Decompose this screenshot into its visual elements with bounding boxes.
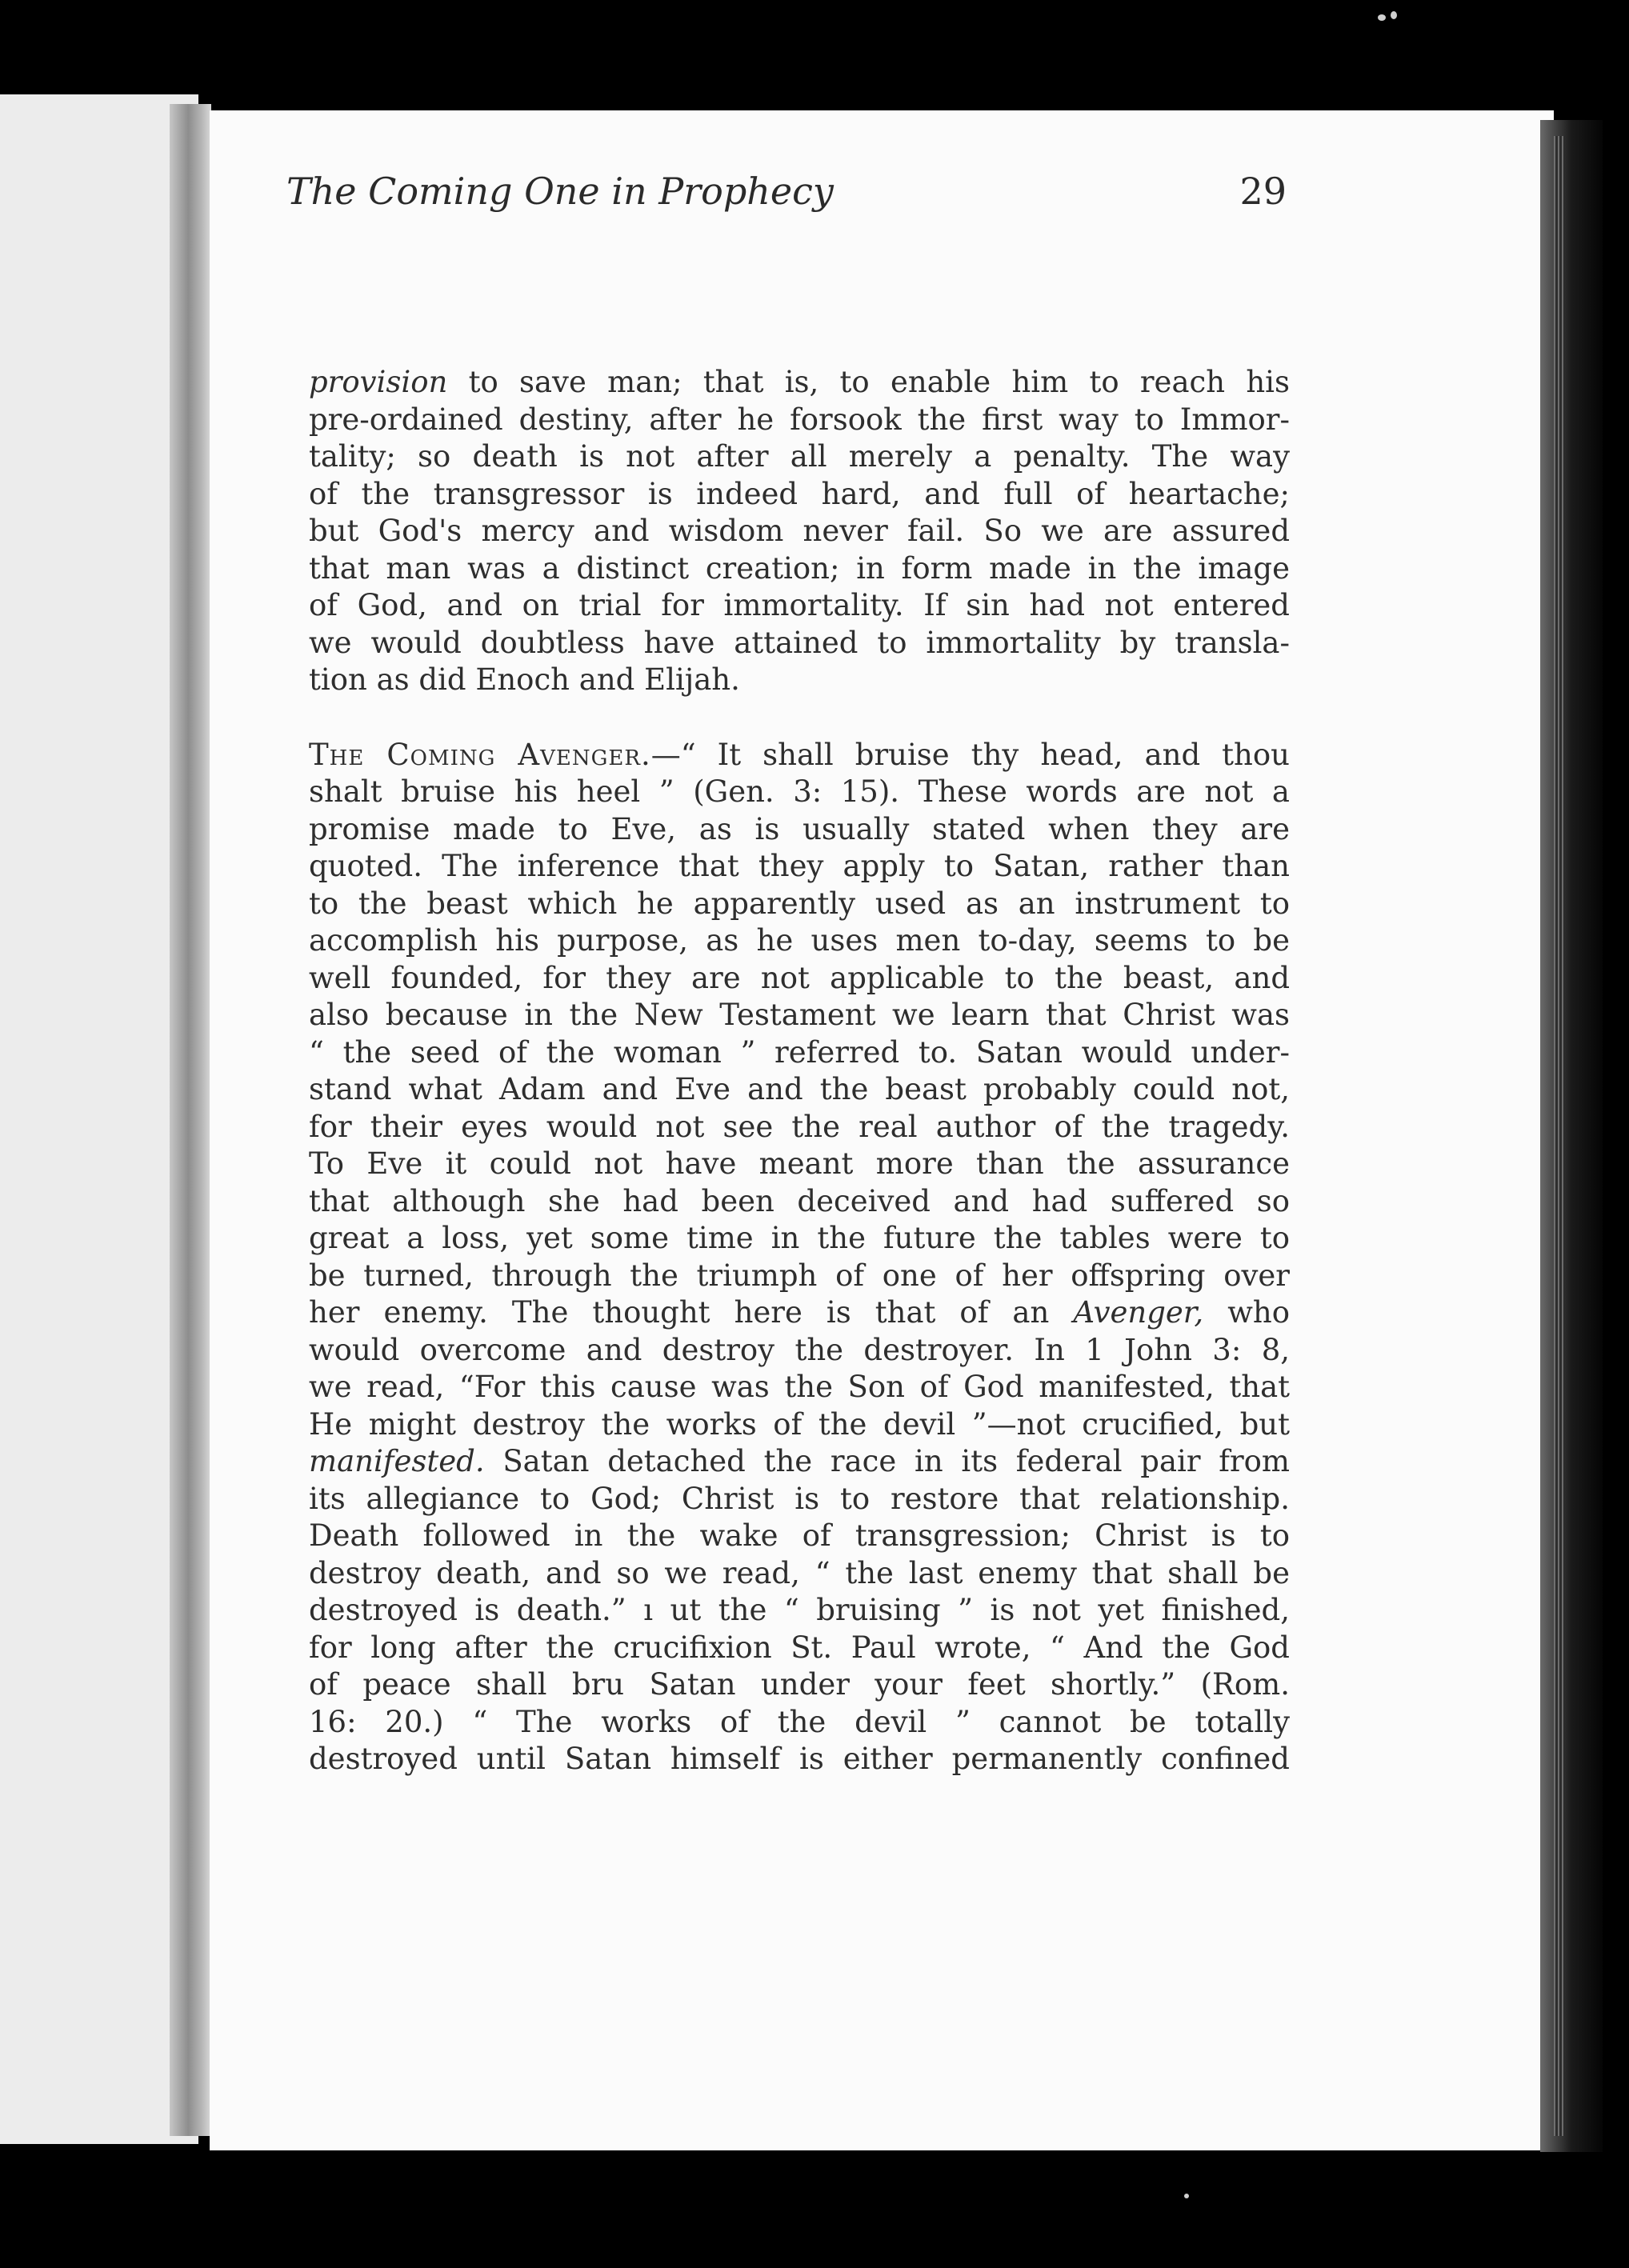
text-line: we would doubtless have attained to immortality by transla-	[309, 625, 1290, 660]
text-line: of God, and on trial for immortality. If sin had not entered	[309, 588, 1290, 622]
book-gutter-shadow	[170, 104, 211, 2136]
running-title: The Coming One in Prophecy	[286, 170, 834, 213]
text-line: for their eyes would not see the real author of the tragedy.	[309, 1109, 1290, 1144]
scan-speck	[1184, 2194, 1189, 2198]
text-line: tality; so death is not after all merely a penalty. The way	[309, 439, 1290, 474]
text-line: accomplish his purpose, as he uses men to-day, seems to be	[309, 923, 1290, 958]
text-line: its allegiance to God; Christ is to restore that relationship.	[309, 1481, 1290, 1516]
text-line: manifested. Satan detached the race in its federal pair from	[309, 1444, 1290, 1478]
text-line: The Coming Avenger.—“ It shall bruise thy head, and thou	[309, 737, 1290, 772]
italic-word: manifested.	[309, 1444, 485, 1478]
running-head	[286, 170, 1287, 234]
text-line: well founded, for they are not applicable to the beast, and	[309, 960, 1290, 995]
text-line: promise made to Eve, as is usually stated when they are	[309, 811, 1290, 846]
text-line: provision to save man; that is, to enable him to reach his	[309, 365, 1290, 399]
text-line: would overcome and destroy the destroyer. In 1 John 3: 8,	[309, 1332, 1290, 1367]
text-line: also because in the New Testament we learn that Christ was	[309, 998, 1290, 1032]
stacked-page-edges	[1554, 136, 1565, 2136]
text-line: of the transgressor is indeed hard, and full of heartache;	[309, 476, 1290, 511]
text-line: To Eve it could not have meant more than the assurance	[309, 1146, 1290, 1181]
text-line: to the beast which he apparently used as an instrument to	[309, 886, 1290, 921]
section-heading: The Coming Avenger.	[309, 737, 651, 772]
text-line: tion as did Enoch and Elijah.	[309, 662, 740, 697]
text-line: pre-ordained destiny, after he forsook the first way to Immor-	[309, 402, 1290, 437]
text-line: great a loss, yet some time in the future the tables were to	[309, 1221, 1290, 1255]
text-line: her enemy. The thought here is that of an Avenger, who	[309, 1295, 1290, 1330]
text-line: that although she had been deceived and had suffered so	[309, 1183, 1290, 1218]
italic-word: provision	[309, 365, 448, 399]
text-line: but God's mercy and wisdom never fail. So we are assured	[309, 514, 1290, 548]
paragraph-spacer	[309, 699, 1290, 737]
text-line: of peace shall bru Satan under your feet shortly.” (Rom.	[309, 1667, 1290, 1702]
text-line: Death followed in the wake of transgression; Christ is to	[309, 1518, 1290, 1553]
text-line: we read, “For this cause was the Son of God manifested, that	[309, 1370, 1290, 1404]
text-line: be turned, through the triumph of one of her offspring over	[309, 1258, 1290, 1293]
italic-word: Avenger,	[1073, 1295, 1204, 1330]
text-line: “ the seed of the woman ” referred to. Satan would under-	[309, 1034, 1290, 1070]
text-line: destroy death, and so we read, “ the last enemy that shall be	[309, 1555, 1290, 1590]
text-line: for long after the crucifixion St. Paul wrote, “ And the God	[309, 1630, 1290, 1665]
text-line: shalt bruise his heel ” (Gen. 3: 15). These words are not a	[309, 774, 1290, 809]
text-line: destroyed is death.” ı ut the “ bruising ” is not yet finished,	[309, 1593, 1290, 1627]
text-line: that man was a distinct creation; in form made in the image	[309, 550, 1290, 586]
body-text	[309, 364, 1290, 1778]
text-line: destroyed until Satan himself is either permanently confined	[309, 1742, 1290, 1776]
page-edge-shadow	[1540, 120, 1603, 2152]
facing-page-edge	[0, 94, 198, 2144]
paragraph-coming-avenger	[309, 737, 1290, 1778]
paragraph-immortality	[309, 364, 1290, 699]
text-line: stand what Adam and Eve and the beast probably could not,	[309, 1072, 1290, 1106]
text-line: quoted. The inference that they apply to Satan, rather than	[309, 849, 1290, 883]
page-number: 29	[1239, 170, 1287, 213]
text-line: 16: 20.) “ The works of the devil ” cannot be totally	[309, 1704, 1290, 1739]
scan-speck	[1391, 11, 1397, 19]
text-line: He might destroy the works of the devil ”—not crucified, but	[309, 1406, 1290, 1442]
scan-speck	[1378, 14, 1386, 21]
